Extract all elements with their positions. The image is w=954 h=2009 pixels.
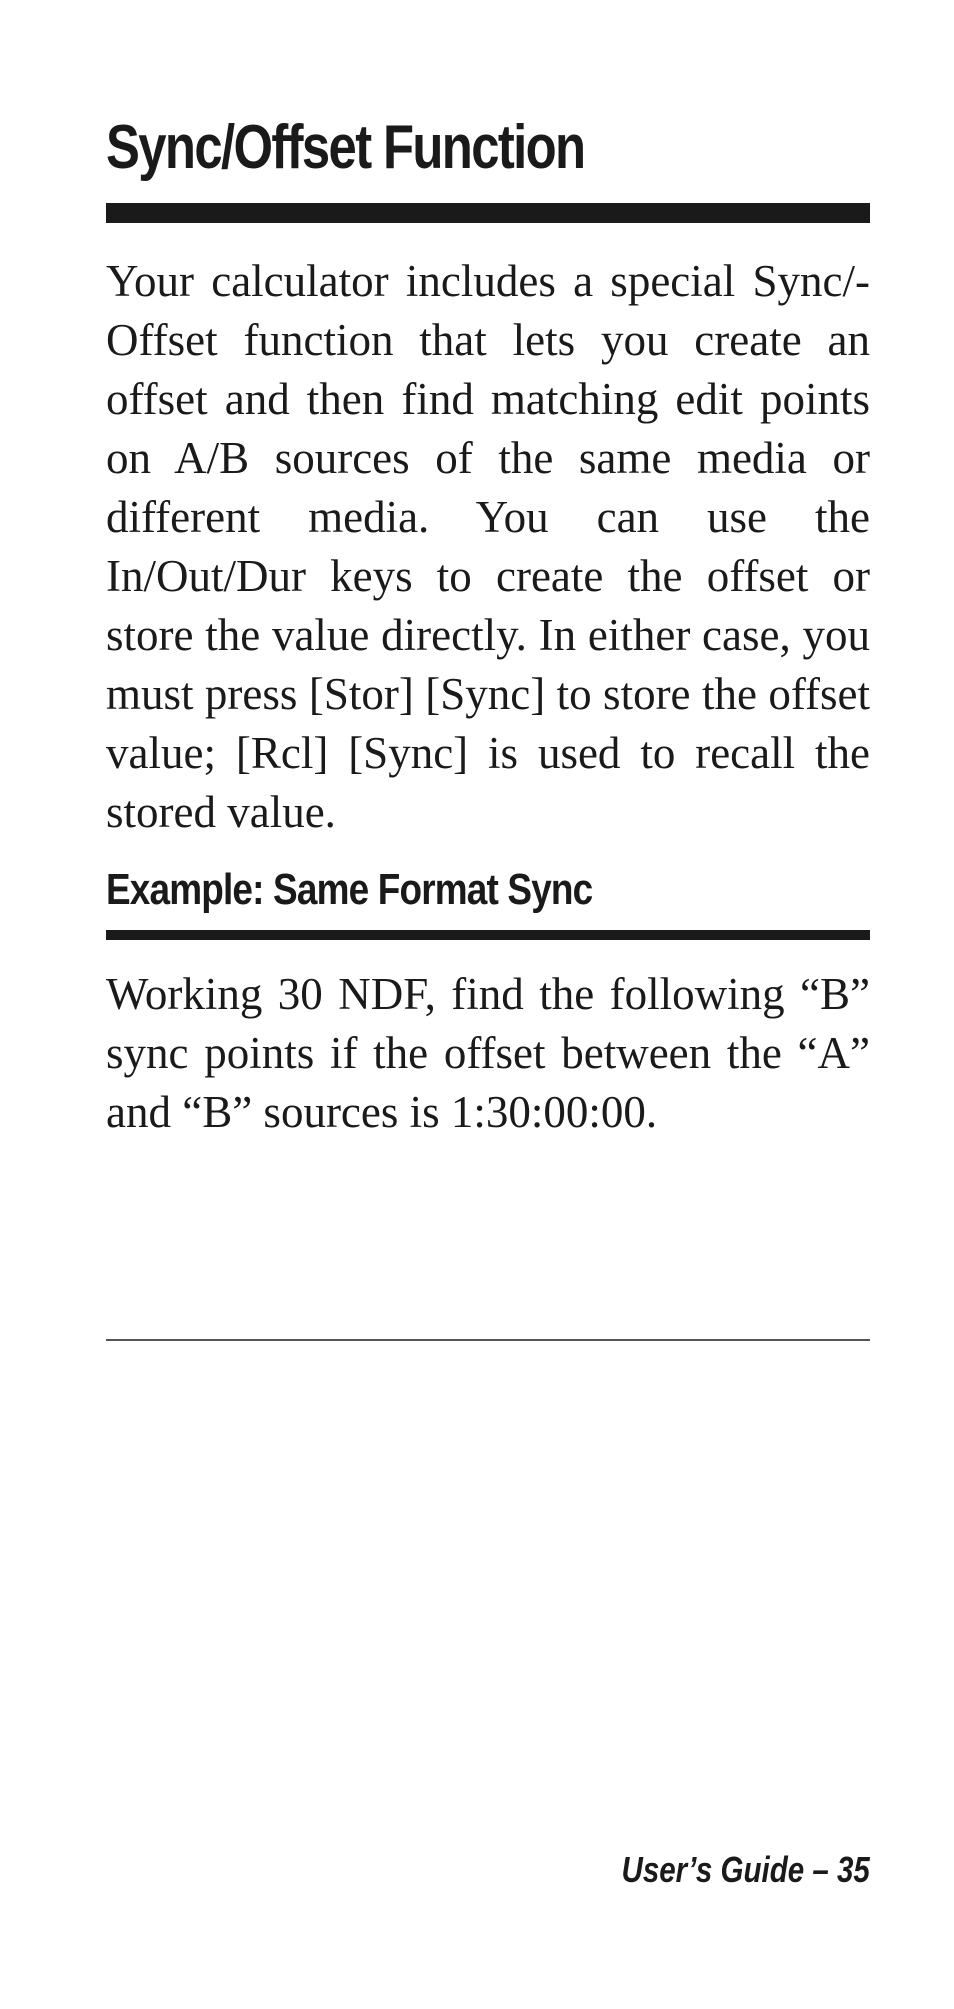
example-divider (106, 930, 870, 940)
section-title: Sync/Offset Function (106, 113, 585, 182)
intro-paragraph: Your calculator includes a special Sync/Offset function that lets you create an offset and then find matching edit points on A/B sources of the same media or different media. You can use the In/Out/Dur keys to create the offset or store the value directly. In either case, you must press [Stor] [Sync] to store the offset value; [Rcl] [Sync] is used to recall the stored value. (106, 256, 870, 837)
example-heading: Example: Same Format Sync (106, 865, 593, 914)
example-paragraph: Working 30 NDF, find the following “B” sync points if the offset between the “A” and “B” sources is 1:30:00:00. (106, 969, 870, 1137)
section-end-divider (106, 1339, 870, 1341)
manual-page (106, 0, 870, 2009)
page-footer: User’s Guide – 35 (621, 1849, 870, 1890)
title-divider (106, 203, 870, 223)
